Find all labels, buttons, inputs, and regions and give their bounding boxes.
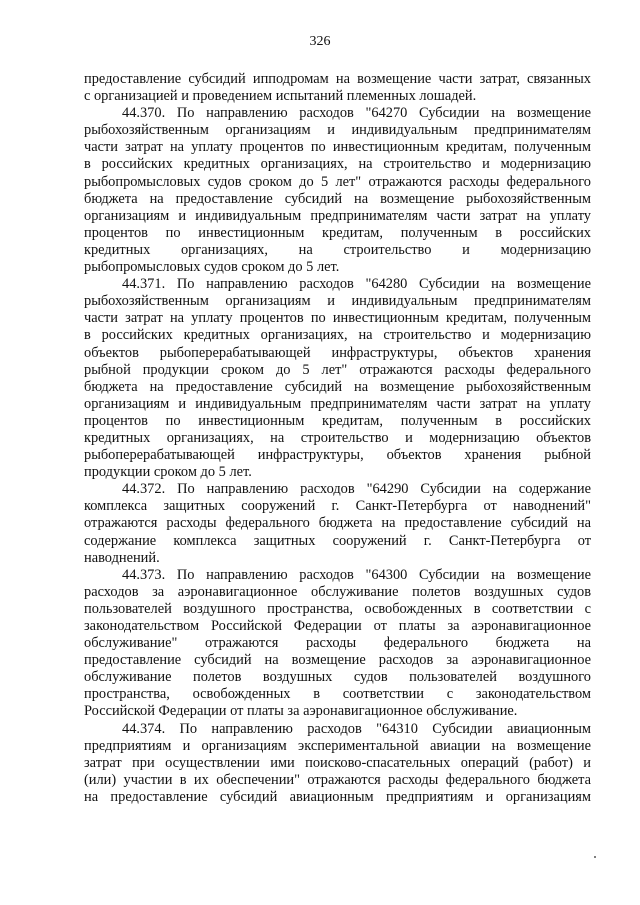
text-line: Российской Федерации от платы за аэронавигационное обслуживание. <box>84 703 518 720</box>
text-line: в российских кредитных организациях, на строительство и модернизацию <box>84 327 591 344</box>
text-line: рыбопромысловых судов сроком до 5 лет. <box>84 259 340 276</box>
paragraph-44-371 <box>84 276 591 481</box>
text-line: части затрат на уплату процентов по инвестиционным кредитам, полученным <box>84 310 591 327</box>
document-body <box>84 71 591 806</box>
text-line: объектов рыбоперерабатывающей инфраструктуры, объектов хранения <box>84 344 591 361</box>
text-line: 44.374. По направлению расходов "64310 Субсидии авиационным <box>122 720 591 737</box>
text-line: продукции сроком до 5 лет. <box>84 464 252 481</box>
text-line: наводнений. <box>84 549 160 566</box>
text-line: предприятиям и организациям экспериментальной авиации на возмещение <box>84 737 591 754</box>
text-line: расходов за аэронавигационное обслуживание полетов воздушных судов <box>84 583 591 600</box>
paragraph-continuation <box>84 71 591 105</box>
text-line: бюджета на предоставление субсидий на возмещение рыбохозяйственным <box>84 190 591 207</box>
text-line: с организацией и проведением испытаний племенных лошадей. <box>84 88 477 105</box>
text-line: рыбопромысловых судов сроком до 5 лет" отражаются расходы федерального <box>84 173 591 190</box>
text-line: (или) участии в их обеспечении" отражаются расходы федерального бюджета <box>84 771 591 788</box>
scan-speck <box>594 856 596 858</box>
text-line: 44.373. По направлению расходов "64300 Субсидии на возмещение <box>122 566 591 583</box>
text-line: затрат при осуществлении ими поисково-спасательных операций (работ) и <box>84 754 591 771</box>
text-line: содержание комплекса защитных сооружений г. Санкт-Петербурга от <box>84 532 591 549</box>
text-line: рыбоперерабатывающей инфраструктуры, объектов хранения рыбной <box>84 447 591 464</box>
text-line: кредитных организациях, на строительство и модернизацию <box>84 241 591 258</box>
text-line: организациям и индивидуальным предпринимателям части затрат на уплату <box>84 395 591 412</box>
page-number: 326 <box>309 34 331 49</box>
text-line: части затрат на уплату процентов по инвестиционным кредитам, полученным <box>84 139 591 156</box>
text-line: в российских кредитных организациях, на строительство и модернизацию <box>84 156 591 173</box>
text-line: на предоставление субсидий авиационным предприятиям и организациям <box>84 788 591 805</box>
text-line: предоставление субсидий ипподромам на возмещение части затрат, связанных <box>84 71 591 87</box>
text-line: пространства, освобожденных в соответствии с законодательством <box>84 686 591 703</box>
text-line: обслуживание" отражаются расходы федерального бюджета на <box>84 635 591 652</box>
text-line: отражаются расходы федерального бюджета на предоставление субсидий на <box>84 515 591 532</box>
text-line: кредитных организациях, на строительство и модернизацию объектов <box>84 429 591 446</box>
text-line: рыбохозяйственным организациям и индивидуальным предпринимателям <box>84 122 591 139</box>
text-line: пользователей воздушного пространства, освобожденных в соответствии с <box>84 600 591 617</box>
text-line: 44.371. По направлению расходов "64280 Субсидии на возмещение <box>122 276 591 293</box>
paragraph-44-370 <box>84 105 591 276</box>
text-line: рыбной продукции сроком до 5 лет" отражаются расходы федерального <box>84 361 591 378</box>
text-line: рыбохозяйственным организациям и индивидуальным предпринимателям <box>84 293 591 310</box>
text-line: организациям и индивидуальным предпринимателям части затрат на уплату <box>84 207 591 224</box>
paragraph-44-372 <box>84 481 591 566</box>
paragraph-44-374 <box>84 721 591 806</box>
text-line: 44.372. По направлению расходов "64290 Субсидии на содержание <box>122 481 591 498</box>
text-line: предоставление субсидий на возмещение расходов за аэронавигационное <box>84 652 591 669</box>
text-line: процентов по инвестиционным кредитам, полученным в российских <box>84 412 591 429</box>
text-line: бюджета на предоставление субсидий на возмещение рыбохозяйственным <box>84 378 591 395</box>
text-line: 44.370. По направлению расходов "64270 Субсидии на возмещение <box>122 105 591 122</box>
text-line: комплекса защитных сооружений г. Санкт-Петербурга от наводнений" <box>84 498 591 515</box>
text-line: процентов по инвестиционным кредитам, полученным в российских <box>84 224 591 241</box>
paragraph-44-373 <box>84 567 591 721</box>
text-line: обслуживание полетов воздушных судов пользователей воздушного <box>84 669 591 686</box>
text-line: законодательством Российской Федерации от платы за аэронавигационное <box>84 618 591 634</box>
